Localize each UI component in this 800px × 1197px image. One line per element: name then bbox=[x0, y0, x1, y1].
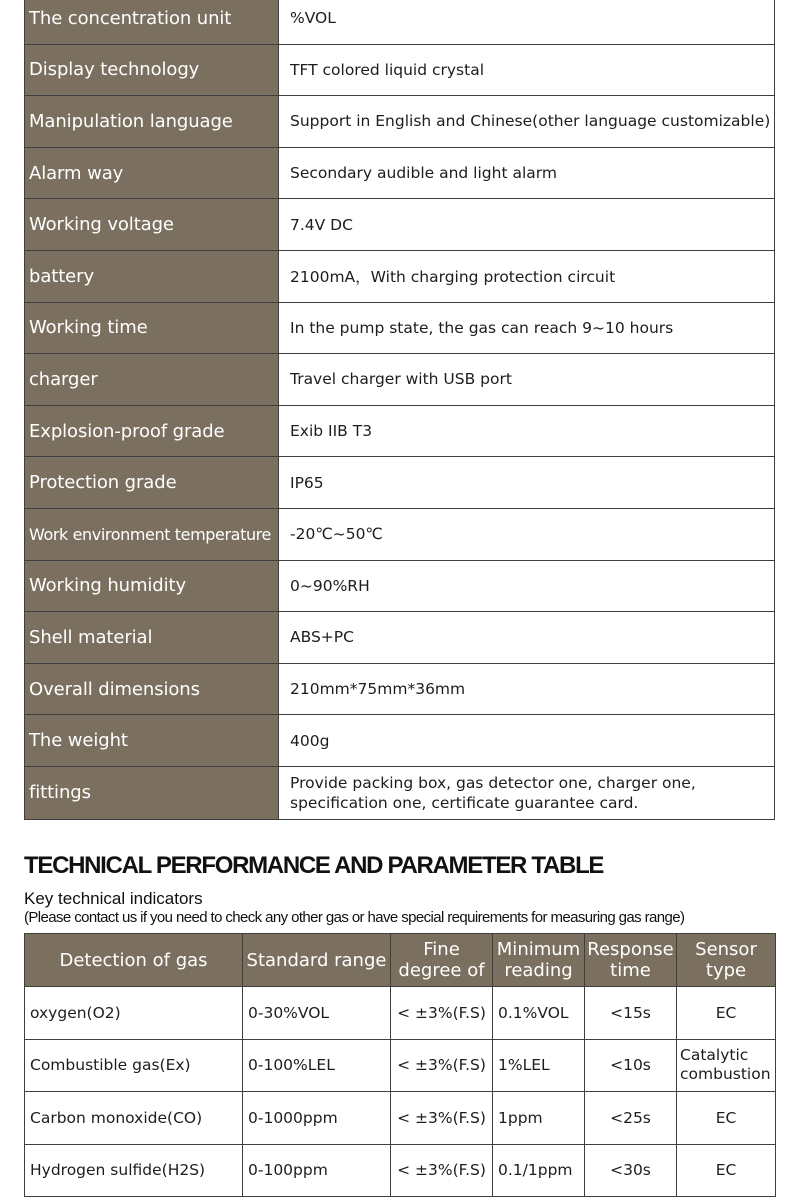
spec-row bbox=[25, 715, 775, 767]
spec-label: Protection grade bbox=[25, 457, 279, 509]
spec-label: Explosion-proof grade bbox=[25, 405, 279, 457]
cell-gas: Carbon monoxide(CO) bbox=[25, 1092, 243, 1145]
cell-response: <30s bbox=[585, 1144, 677, 1197]
header-response-time bbox=[585, 934, 677, 987]
section-note: (Please contact us if you need to check any other gas or have special requirements for measuring gas range) bbox=[24, 909, 685, 926]
spec-row bbox=[25, 457, 775, 509]
spec-value: 2100mA，With charging protection circuit bbox=[279, 250, 775, 302]
spec-value: Provide packing box, gas detector one, charger one, specification one, certificate guarantee card. bbox=[279, 766, 775, 819]
spec-value: 210mm*75mm*36mm bbox=[279, 663, 775, 715]
spec-value: Secondary audible and light alarm bbox=[279, 147, 775, 199]
table-row bbox=[25, 987, 776, 1040]
spec-label: Manipulation language bbox=[25, 96, 279, 148]
cell-response: <25s bbox=[585, 1092, 677, 1145]
spec-label: Overall dimensions bbox=[25, 663, 279, 715]
header-sensor-line1: Sensor bbox=[695, 939, 757, 960]
spec-row bbox=[25, 147, 775, 199]
spec-value: ABS+PC bbox=[279, 612, 775, 664]
header-sensor-line2: type bbox=[705, 960, 747, 981]
cell-sensor: EC bbox=[677, 987, 776, 1040]
table-row bbox=[25, 1092, 776, 1145]
cell-sensor: EC bbox=[677, 1092, 776, 1145]
cell-range: 0-1000ppm bbox=[243, 1092, 391, 1145]
header-resp-line2: time bbox=[610, 960, 651, 981]
spec-value: %VOL bbox=[279, 0, 775, 44]
spec-row bbox=[25, 405, 775, 457]
spec-row bbox=[25, 199, 775, 251]
spec-row bbox=[25, 96, 775, 148]
header-detection-gas: Detection of gas bbox=[25, 934, 243, 987]
cell-range: 0-100%LEL bbox=[243, 1039, 391, 1092]
spec-label: Display technology bbox=[25, 44, 279, 96]
spec-label: The weight bbox=[25, 715, 279, 767]
cell-fine: < ±3%(F.S) bbox=[391, 1092, 493, 1145]
cell-gas: Combustible gas(Ex) bbox=[25, 1039, 243, 1092]
spec-row bbox=[25, 766, 775, 819]
cell-min-reading: 0.1/1ppm bbox=[493, 1144, 585, 1197]
spec-value: -20℃~50℃ bbox=[279, 508, 775, 560]
spec-label: Working time bbox=[25, 302, 279, 354]
spec-label: fittings bbox=[25, 766, 279, 819]
spec-value: 7.4V DC bbox=[279, 199, 775, 251]
spec-label: Shell material bbox=[25, 612, 279, 664]
spec-row bbox=[25, 302, 775, 354]
header-resp-line1: Response bbox=[587, 939, 674, 960]
spec-value: TFT colored liquid crystal bbox=[279, 44, 775, 96]
cell-sensor: EC bbox=[677, 1144, 776, 1197]
table-row bbox=[25, 1039, 776, 1092]
header-sensor-type bbox=[677, 934, 776, 987]
spec-label: Working voltage bbox=[25, 199, 279, 251]
cell-min-reading: 1%LEL bbox=[493, 1039, 585, 1092]
spec-value: 0~90%RH bbox=[279, 560, 775, 612]
spec-row bbox=[25, 250, 775, 302]
spec-row bbox=[25, 560, 775, 612]
spec-row bbox=[25, 354, 775, 406]
spec-label: Working humidity bbox=[25, 560, 279, 612]
spec-label: The concentration unit bbox=[25, 0, 279, 44]
section-title: TECHNICAL PERFORMANCE AND PARAMETER TABLE bbox=[24, 852, 604, 879]
spec-row bbox=[25, 508, 775, 560]
spec-value: In the pump state, the gas can reach 9~10 hours bbox=[279, 302, 775, 354]
cell-gas: Hydrogen sulfide(H2S) bbox=[25, 1144, 243, 1197]
spec-value: Travel charger with USB port bbox=[279, 354, 775, 406]
section-subtitle: Key technical indicators bbox=[24, 889, 203, 908]
cell-response: <10s bbox=[585, 1039, 677, 1092]
header-min-line2: reading bbox=[504, 960, 573, 981]
header-fine-line1: Fine bbox=[423, 939, 460, 960]
cell-fine: < ±3%(F.S) bbox=[391, 987, 493, 1040]
performance-table bbox=[24, 933, 776, 1197]
spec-label: charger bbox=[25, 354, 279, 406]
cell-gas: oxygen(O2) bbox=[25, 987, 243, 1040]
cell-range: 0-30%VOL bbox=[243, 987, 391, 1040]
spec-row bbox=[25, 44, 775, 96]
spec-value: 400g bbox=[279, 715, 775, 767]
spec-row bbox=[25, 0, 775, 44]
header-min-line1: Minimum bbox=[496, 939, 581, 960]
header-standard-range: Standard range bbox=[243, 934, 391, 987]
spec-value: Exib IIB T3 bbox=[279, 405, 775, 457]
cell-min-reading: 1ppm bbox=[493, 1092, 585, 1145]
table-row bbox=[25, 1144, 776, 1197]
header-fine-degree bbox=[391, 934, 493, 987]
performance-header-row bbox=[25, 934, 776, 987]
cell-range: 0-100ppm bbox=[243, 1144, 391, 1197]
cell-response: <15s bbox=[585, 987, 677, 1040]
header-minimum-reading bbox=[493, 934, 585, 987]
spec-label: Alarm way bbox=[25, 147, 279, 199]
cell-fine: < ±3%(F.S) bbox=[391, 1144, 493, 1197]
spec-label: Work environment temperature bbox=[25, 508, 279, 560]
spec-value: IP65 bbox=[279, 457, 775, 509]
spec-value: Support in English and Chinese(other language customizable) bbox=[279, 96, 775, 148]
spec-label: battery bbox=[25, 250, 279, 302]
cell-sensor: Catalytic combustion bbox=[677, 1039, 776, 1092]
cell-fine: < ±3%(F.S) bbox=[391, 1039, 493, 1092]
specification-table bbox=[24, 0, 775, 820]
spec-row bbox=[25, 612, 775, 664]
spec-row bbox=[25, 663, 775, 715]
cell-min-reading: 0.1%VOL bbox=[493, 987, 585, 1040]
header-fine-line2: degree of bbox=[398, 960, 485, 981]
